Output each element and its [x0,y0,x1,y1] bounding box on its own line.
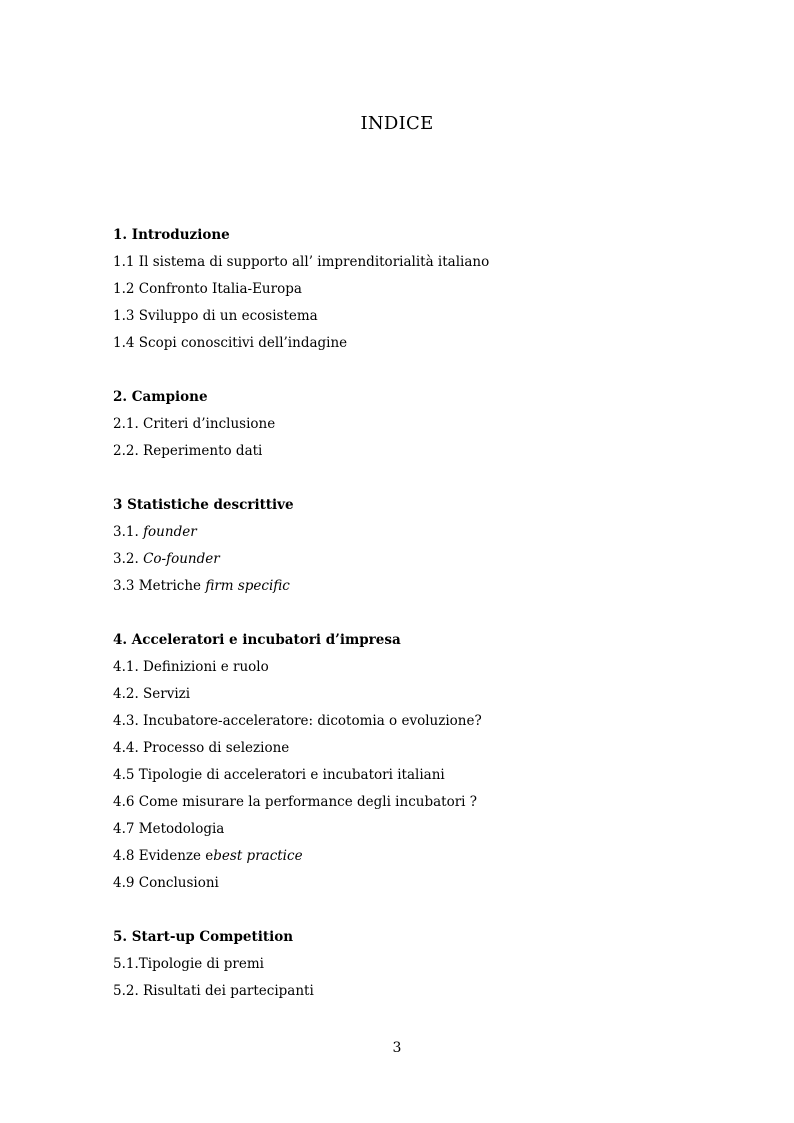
toc-item: 4.6 Come misurare la performance degli incubatori ? [113,794,477,810]
toc-section-1 [113,225,713,360]
page-title: INDICE [360,113,434,134]
toc-item-italic: Co-founder [143,551,220,567]
toc-item: 1.4 Scopi conoscitivi dell’indagine [113,335,348,351]
toc-item-number: 3.1. [113,524,144,540]
toc-item: 1.1 Il sistema di supporto all’ imprenditorialità italiano [113,254,490,270]
toc-item-number: 3.2. [113,551,144,567]
toc-item: 4.3. Incubatore-acceleratore: dicotomia o evoluzione? [113,713,482,729]
toc-item: 4.5 Tipologie di acceleratori e incubatori italiani [113,767,445,783]
toc-item: 4.2. Servizi [113,686,191,702]
toc-heading: 2. Campione [113,389,208,405]
toc-section-4 [113,630,713,900]
toc-item-italic: firm specific [205,578,290,594]
toc-section-5 [113,927,713,1008]
toc-item [113,846,713,873]
toc-item: 2.2. Reperimento dati [113,443,263,459]
page-number: 3 [392,1040,402,1056]
toc-item: 4.1. Definizioni e ruolo [113,659,269,675]
toc-heading: 3 Statistiche descrittive [113,497,294,513]
toc-item-italic: founder [143,524,197,540]
toc-item: 4.4. Processo di selezione [113,740,290,756]
toc-item: 5.2. Risultati dei partecipanti [113,983,314,999]
toc-section-2 [113,387,713,468]
toc-item [113,522,713,549]
toc-item [113,549,713,576]
toc-item: 1.3 Sviluppo di un ecosistema [113,308,318,324]
toc-item: 2.1. Criteri d’inclusione [113,416,276,432]
toc-item: 4.9 Conclusioni [113,875,219,891]
toc-heading: 1. Introduzione [113,227,230,243]
toc-item: 4.7 Metodologia [113,821,225,837]
toc-heading: 5. Start-up Competition [113,929,294,945]
toc-heading: 4. Acceleratori e incubatori d’impresa [113,632,401,648]
toc-item-italic: best practice [213,848,303,864]
toc-item [113,576,713,603]
toc-section-3 [113,495,713,603]
table-of-contents [113,225,713,1035]
toc-item-number: 3.3 Metriche [113,578,206,594]
toc-item: 1.2 Confronto Italia-Europa [113,281,302,297]
toc-item: 5.1.Tipologie di premi [113,956,264,972]
toc-item-number: 4.8 Evidenze e [113,848,214,864]
